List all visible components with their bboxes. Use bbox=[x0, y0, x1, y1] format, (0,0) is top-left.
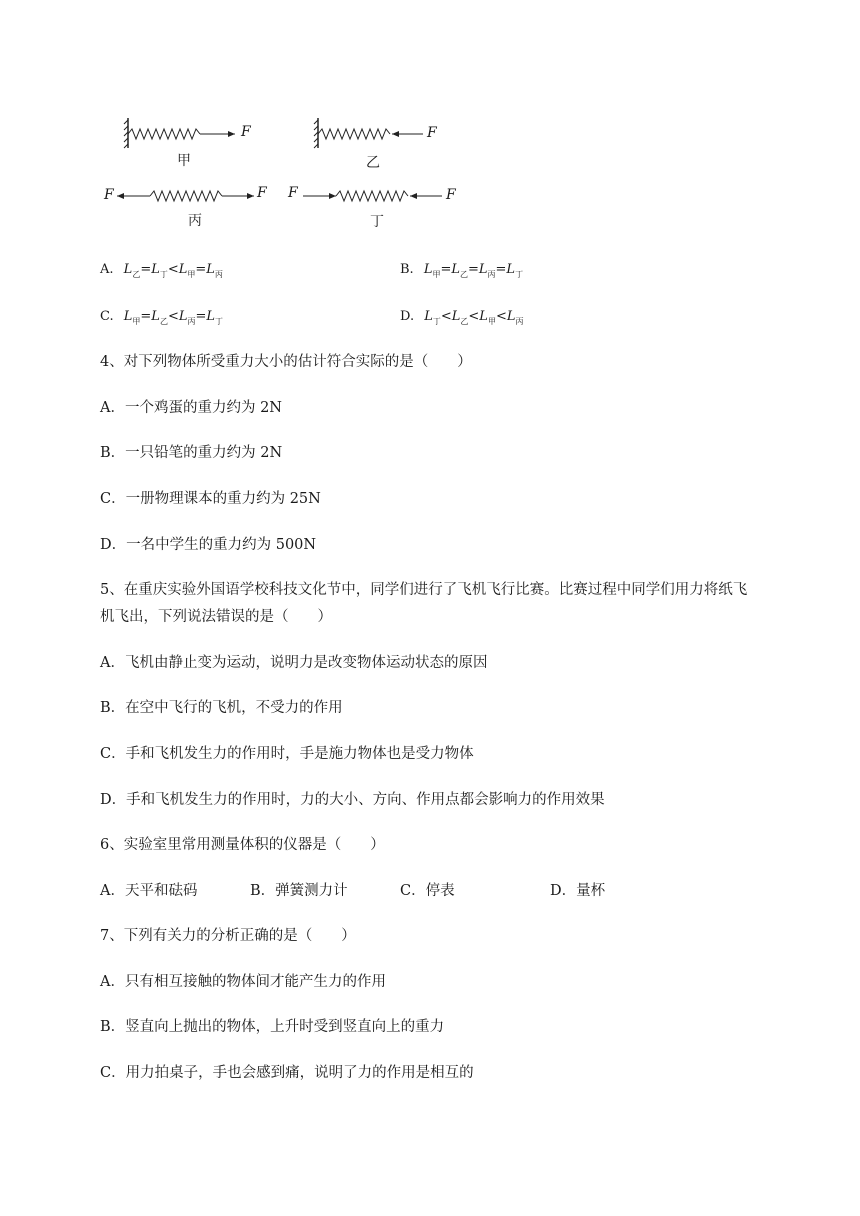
q7-option-b[interactable]: B．竖直向上抛出的物体，上升时受到竖直向上的重力 bbox=[100, 1019, 445, 1035]
q4-option-d[interactable]: D．一名中学生的重力约为 500N bbox=[100, 537, 317, 553]
q3-option-d[interactable]: D. $L_丁<L_乙<L_甲<L_丙$ bbox=[400, 309, 524, 326]
force-label: F bbox=[288, 185, 298, 201]
label-jia: 甲 bbox=[177, 153, 191, 169]
label-ding: 丁 bbox=[370, 214, 384, 230]
spring-jia bbox=[124, 118, 235, 148]
force-label: F bbox=[257, 185, 267, 201]
q3-option-a[interactable]: A. $L_乙=L_丁<L_甲=L_丙$ bbox=[100, 262, 223, 279]
q4-stem: 4、对下列物体所受重力大小的估计符合实际的是（ ） bbox=[100, 354, 472, 370]
force-label: F bbox=[446, 187, 456, 203]
q5-stem-line2: 机飞出，下列说法错误的是（ ） bbox=[100, 609, 332, 625]
label-yi: 乙 bbox=[366, 155, 380, 171]
q6-option-c[interactable]: C．停表 bbox=[400, 883, 455, 899]
q5-option-b[interactable]: B．在空中飞行的飞机，不受力的作用 bbox=[100, 700, 343, 716]
force-label: F bbox=[427, 125, 437, 141]
force-label: F bbox=[241, 124, 251, 140]
spring-diagram bbox=[100, 112, 480, 242]
q7-option-c[interactable]: C．用力拍桌子，手也会感到痛，说明了力的作用是相互的 bbox=[100, 1065, 474, 1081]
spring-diagram-svg bbox=[100, 112, 480, 242]
q5-option-a[interactable]: A．飞机由静止变为运动，说明力是改变物体运动状态的原因 bbox=[100, 655, 488, 671]
q6-option-a[interactable]: A．天平和砝码 bbox=[100, 883, 198, 899]
q4-option-b[interactable]: B．一只铅笔的重力约为 2N bbox=[100, 445, 283, 461]
spring-yi bbox=[314, 118, 423, 148]
q5-option-d[interactable]: D．手和飞机发生力的作用时，力的大小、方向、作用点都会影响力的作用效果 bbox=[100, 792, 605, 808]
spring-ding bbox=[303, 191, 442, 201]
q3-option-c[interactable]: C. $L_甲=L_乙<L_丙=L_丁$ bbox=[100, 309, 223, 326]
q6-stem: 6、实验室里常用测量体积的仪器是（ ） bbox=[100, 837, 385, 853]
q5-stem-line1: 5、在重庆实验外国语学校科技文化节中，同学们进行了飞机飞行比赛。比赛过程中同学们用力将纸飞 bbox=[100, 582, 748, 598]
spring-bing bbox=[117, 191, 254, 201]
q4-option-c[interactable]: C．一册物理课本的重力约为 25N bbox=[100, 491, 321, 507]
label-bing: 丙 bbox=[188, 213, 202, 229]
q6-option-b[interactable]: B．弹簧测力计 bbox=[250, 883, 348, 899]
q7-option-a[interactable]: A．只有相互接触的物体间才能产生力的作用 bbox=[100, 974, 386, 990]
q7-stem: 7、下列有关力的分析正确的是（ ） bbox=[100, 928, 356, 944]
q4-option-a[interactable]: A．一个鸡蛋的重力约为 2N bbox=[100, 400, 282, 416]
force-label: F bbox=[104, 187, 114, 203]
q5-option-c[interactable]: C．手和飞机发生力的作用时，手是施力物体也是受力物体 bbox=[100, 746, 474, 762]
q6-option-d[interactable]: D．量杯 bbox=[550, 883, 606, 899]
q3-option-b[interactable]: B. $L_甲=L_乙=L_丙=L_丁$ bbox=[400, 262, 524, 279]
